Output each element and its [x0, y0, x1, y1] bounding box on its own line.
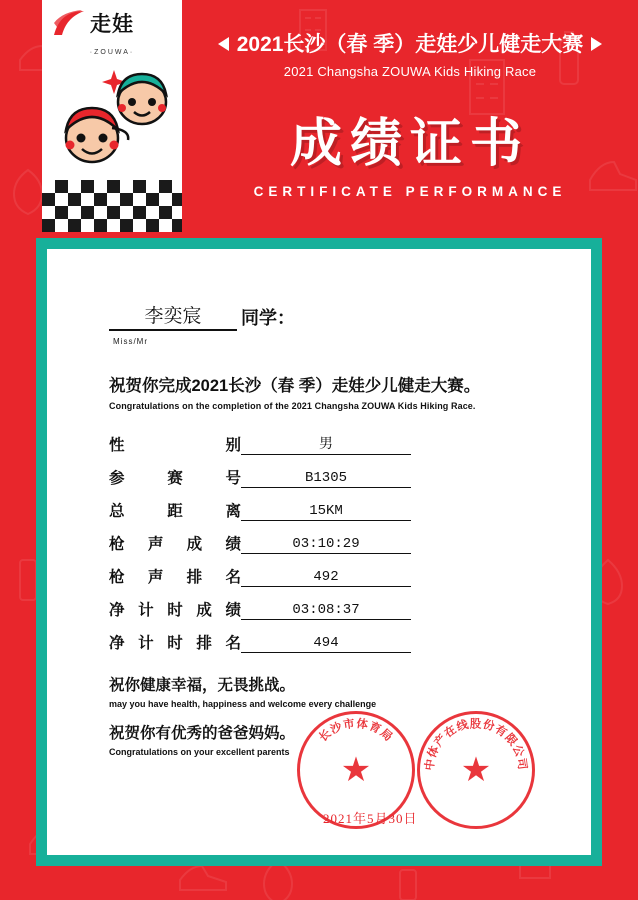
label-char: 成: [186, 536, 203, 553]
label-char: 枪: [109, 569, 125, 586]
result-field-label: [109, 466, 241, 488]
label-char: 声: [147, 536, 164, 553]
swoosh-icon: [52, 9, 86, 39]
label-char: 距: [167, 503, 183, 520]
race-title-en: 2021 Changsha ZOUWA Kids Hiking Race: [283, 64, 537, 79]
result-field-row: [109, 499, 529, 521]
brand-wordmark: 走娃: [90, 12, 134, 36]
miss-mr-label: Miss/Mr: [113, 337, 148, 346]
recipient-name-suffix: 同学：: [241, 308, 295, 328]
result-field-label: [109, 433, 241, 455]
certificate-title-cn: 成绩证书: [289, 115, 530, 173]
label-char: 参: [109, 470, 125, 487]
label-char: 计: [138, 602, 154, 619]
label-char: 净: [109, 635, 125, 652]
result-field-value: B1305: [241, 470, 411, 488]
label-char: 净: [109, 602, 125, 619]
result-field-row: [109, 466, 529, 488]
label-char: 声: [147, 569, 164, 586]
result-fields: [109, 433, 529, 653]
triangle-right-icon: [591, 37, 602, 51]
result-field-row: [109, 532, 529, 554]
result-field-value: 15KM: [241, 503, 411, 521]
wish-text-en: may you have health, happiness and welcome every challenge: [109, 699, 377, 709]
race-title-cn-row: [182, 28, 638, 58]
result-field-value: 男: [241, 433, 411, 455]
wish-text-cn: 祝你健康幸福，无畏挑战。: [109, 677, 296, 694]
official-stamp-company: [417, 711, 535, 829]
stamp-2-text: 中体产在线股份有限公司: [423, 718, 529, 772]
result-field-row: [109, 598, 529, 620]
result-field-row: [109, 433, 529, 455]
label-char: 时: [167, 635, 183, 652]
label-char: 绩: [225, 536, 241, 553]
stamp-1-text: 长沙市体育局: [317, 717, 395, 745]
label-char: 计: [138, 635, 154, 652]
congratulation-text-cn: 祝贺你完成2021长沙（春 季）走娃少儿健走大赛。: [109, 377, 481, 395]
race-title-cn: 2021长沙（春 季）走娃少儿健走大赛: [236, 33, 584, 56]
result-field-label: [109, 631, 241, 653]
star-icon: ★: [460, 751, 492, 789]
brand-logo-row: [42, 0, 182, 48]
recipient-name-row: [109, 301, 529, 331]
certificate-paper: [47, 249, 591, 855]
result-field-value: 03:08:37: [241, 602, 411, 620]
stamps-area: [267, 707, 557, 837]
result-field-label: [109, 598, 241, 620]
label-char: 排: [186, 569, 203, 586]
label-char: 离: [225, 503, 241, 520]
wish-text-en: Congratulations on your excellent parents: [109, 747, 290, 757]
label-char: 枪: [109, 536, 125, 553]
label-char: 赛: [167, 470, 183, 487]
brand-logo-card: [42, 0, 182, 232]
star-icon: ★: [340, 751, 372, 789]
label-char: 号: [225, 470, 241, 487]
result-field-value: 494: [241, 635, 411, 653]
certificate-title-en: CERTIFICATE PERFORMANCE: [253, 184, 567, 199]
label-char: 成: [196, 602, 212, 619]
label-char: 排: [196, 635, 212, 652]
certificate-frame: [36, 238, 602, 866]
wish-text-cn: 祝贺你有优秀的爸爸妈妈。: [109, 725, 296, 742]
svg-text:长沙市体育局: [316, 716, 396, 744]
result-field-label: [109, 532, 241, 554]
title-block: [182, 0, 638, 199]
recipient-name: 李奕宸: [109, 301, 237, 331]
result-field-row: [109, 565, 529, 587]
mascot-illustration: [42, 56, 182, 184]
result-field-label: [109, 565, 241, 587]
label-char: 绩: [225, 602, 241, 619]
label-char: 时: [167, 602, 183, 619]
triangle-left-icon: [218, 37, 229, 51]
result-field-row: [109, 631, 529, 653]
result-field-value: 492: [241, 569, 411, 587]
brand-sub-wordmark: ·ZOUWA·: [89, 49, 135, 56]
label-char: 名: [225, 569, 241, 586]
congratulation-text-en: Congratulations on the completion of the 2021 Changsha ZOUWA Kids Hiking Race.: [109, 401, 476, 411]
checker-flag-decoration: [42, 180, 182, 232]
header: [0, 0, 638, 232]
result-field-label: [109, 499, 241, 521]
label-char: 总: [109, 503, 125, 520]
issue-date: 2021年5月30日: [323, 811, 418, 826]
result-field-value: 03:10:29: [241, 536, 411, 554]
label-char: 名: [225, 635, 241, 652]
label-char: 别: [225, 437, 241, 454]
label-char: 性: [109, 437, 125, 454]
